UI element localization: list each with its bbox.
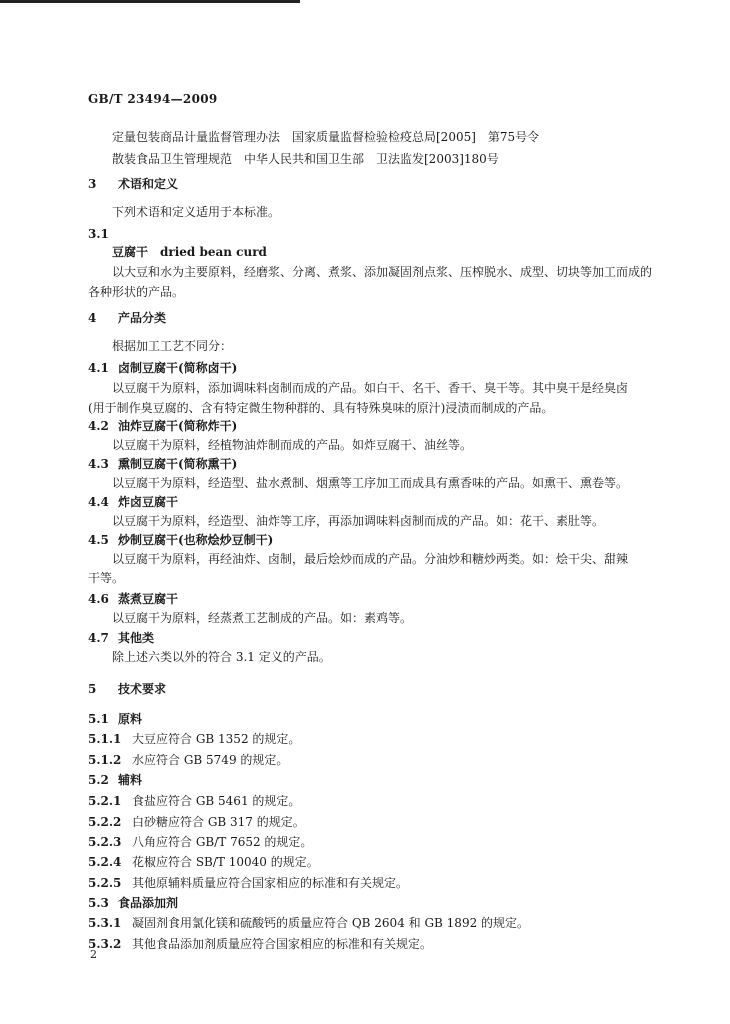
term-dried-bean-curd: 豆腐干 dried bean curd: [112, 245, 267, 259]
clause-4-1-heading: 4.1 卤制豆腐干(简称卤干): [88, 361, 238, 375]
clause-4-6-text: 以豆腐干为原料，经蒸煮工艺制成的产品。如：素鸡等。: [112, 611, 413, 625]
section-4-intro: 根据加工工艺不同分：: [112, 339, 233, 353]
standard-number: GB/T 23494—2009: [88, 92, 218, 106]
clause-4-3-text: 以豆腐干为原料，经造型、盐水煮制、烟熏等工序加工而成具有熏香味的产品。如熏干、熏卷等。: [112, 476, 629, 490]
clause-5-2-1: 5.2.1 食盐应符合 GB 5461 的规定。: [88, 794, 301, 808]
section-5-heading: 5 技术要求: [88, 682, 167, 696]
clause-4-2-text: 以豆腐干为原料，经植物油炸制而成的产品。如炸豆腐干、油丝等。: [112, 438, 473, 452]
top-rule: [0, 0, 300, 3]
clause-3-1-number: 3.1: [88, 227, 109, 241]
clause-4-6-heading: 4.6 蒸煮豆腐干: [88, 592, 179, 606]
clause-5-2-5: 5.2.5 其他原辅料质量应符合国家相应的标准和有关规定。: [88, 876, 409, 890]
clause-5-1-2: 5.1.2 水应符合 GB 5749 的规定。: [88, 753, 289, 767]
section-4-heading: 4 产品分类: [88, 311, 167, 325]
clause-5-1-1: 5.1.1 大豆应符合 GB 1352 的规定。: [88, 732, 301, 746]
clause-5-3-2: 5.3.2 其他食品添加剂质量应符合国家相应的标准和有关规定。: [88, 937, 433, 951]
section-3-heading: 3 术语和定义: [88, 177, 179, 191]
clause-4-7-text: 除上述六类以外的符合 3.1 定义的产品。: [112, 650, 331, 664]
reference-1: 定量包装商品计量监督管理办法 国家质量监督检验检疫总局[2005] 第75号令: [112, 130, 540, 144]
clause-4-4-text: 以豆腐干为原料，经造型、油炸等工序，再添加调味料卤制而成的产品。如：花干、素肚等。: [112, 514, 605, 528]
section-3-intro: 下列术语和定义适用于本标准。: [112, 205, 281, 219]
clause-4-5-text-1: 以豆腐干为原料，再经油炸、卤制，最后烩炒而成的产品。分油炒和糖炒两类。如：烩干尖、甜辣: [112, 552, 629, 566]
clause-4-5-text-2: 干等。: [88, 571, 125, 585]
clause-5-2-2: 5.2.2 白砂糖应符合 GB 317 的规定。: [88, 815, 305, 829]
clause-4-1-text-2: (用于制作臭豆腐的、含有特定微生物种群的、具有特殊臭味的原汁)浸渍而制成的产品。: [88, 401, 554, 415]
clause-4-4-heading: 4.4 炸卤豆腐干: [88, 495, 179, 509]
clause-5-2-3: 5.2.3 八角应符合 GB/T 7652 的规定。: [88, 835, 313, 849]
definition-line-1: 以大豆和水为主要原料，经磨浆、分离、煮浆、添加凝固剂点浆、压榨脱水、成型、切块等加工而成的: [112, 265, 653, 279]
clause-4-7-heading: 4.7 其他类: [88, 631, 155, 645]
clause-4-1-text-1: 以豆腐干为原料，添加调味料卤制而成的产品。如白干、名干、香干、臭干等。其中臭干是经臭卤: [112, 381, 629, 395]
clause-5-3-heading: 5.3 食品添加剂: [88, 896, 179, 910]
clause-4-2-heading: 4.2 油炸豆腐干(简称炸干): [88, 419, 238, 433]
clause-4-3-heading: 4.3 熏制豆腐干(简称熏干): [88, 457, 238, 471]
page-number: 2: [90, 948, 97, 961]
clause-5-3-1: 5.3.1 凝固剂食用氯化镁和硫酸钙的质量应符合 QB 2604 和 GB 1892 的规定。: [88, 916, 530, 930]
clause-5-1-heading: 5.1 原料: [88, 712, 143, 726]
clause-5-2-4: 5.2.4 花椒应符合 SB/T 10040 的规定。: [88, 855, 319, 869]
clause-4-5-heading: 4.5 炒制豆腐干(也称烩炒豆制干): [88, 533, 274, 547]
clause-5-2-heading: 5.2 辅料: [88, 773, 143, 787]
definition-line-2: 各种形状的产品。: [88, 285, 185, 299]
reference-2: 散装食品卫生管理规范 中华人民共和国卫生部 卫法监发[2003]180号: [112, 152, 499, 166]
